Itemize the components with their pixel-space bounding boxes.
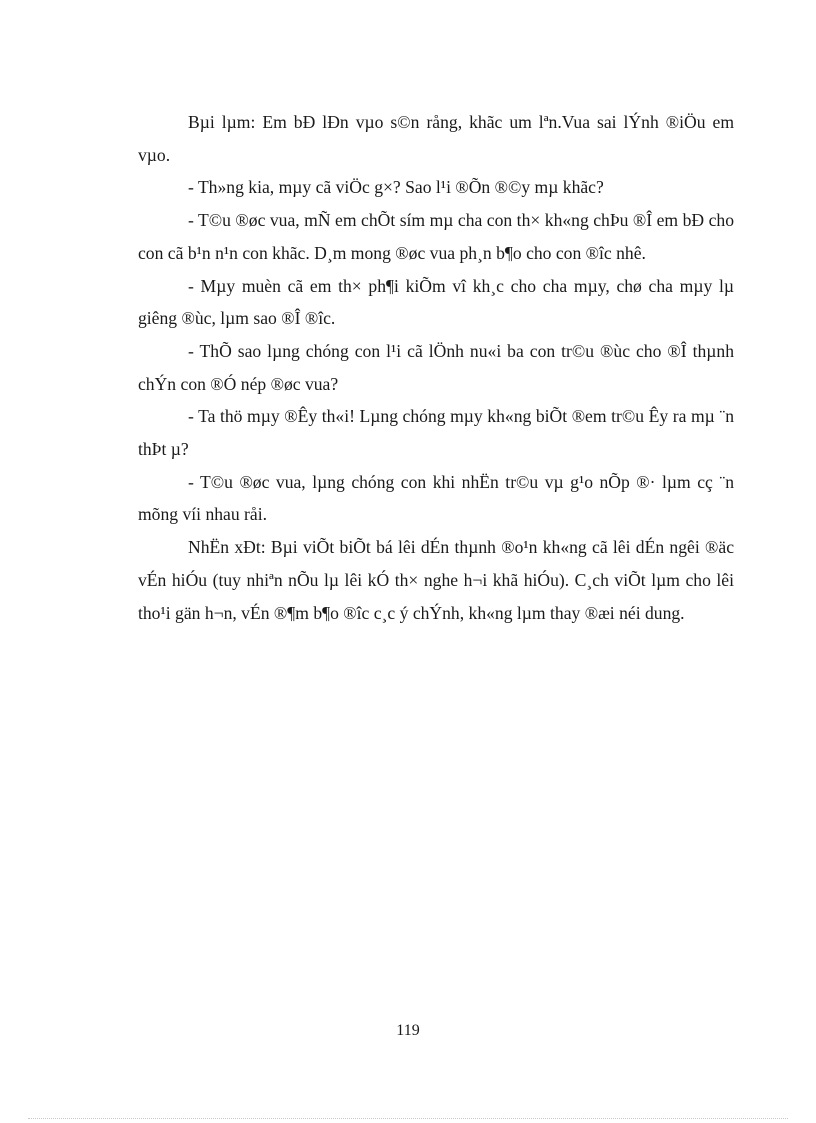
paragraph-6: - Ta thö mµy ®Êy th«i! Lµng chóng mµy kh«ng biÕt ®em tr©u Êy ra mµ ¨n thÞt µ?	[138, 406, 734, 460]
paragraph-3: - T©u ®øc vua, mÑ em chÕt sím mµ cha con th× kh«ng chÞu ®Î em bÐ cho con cã b¹n n¹n con khãc. D¸m mong ®øc vua ph¸n b¶o cho con ®îc nhê.	[138, 210, 734, 263]
paragraph-4: - Mµy muèn cã em th× ph¶i kiÕm vî kh¸c cho cha mµy, chø cha mµy lµ giêng ®ùc, lµm sao ®Î ®îc.	[138, 275, 734, 329]
paragraph-8: NhËn xÐt: Bµi viÕt biÕt bá lêi dÉn thµnh ®o¹n kh«ng cã lêi dÉn ngêi ®äc vÉn hiÓu (tuy nhiªn nÕu lµ lêi kÓ th× nghe h¬i khã hiÓu). C¸ch viÕt lµm cho lêi tho¹i gän h¬n, vÉn ®¶m b¶o ®îc c¸c ý chÝnh, kh«ng lµm thay ®æi néi dung.	[138, 537, 734, 623]
paragraph-5: - ThÕ sao lµng chóng con l¹i cã lÖnh nu«i ba con tr©u ®ùc cho ®Î thµnh chÝn con ®Ó nép ®øc vua?	[138, 340, 734, 394]
paragraph-1: Bµi lµm: Em bÐ lÐn vµo s©n rång, khãc um lªn.Vua sai lÝnh ®iÖu em vµo.	[138, 112, 734, 165]
page-bottom-divider	[28, 1118, 788, 1119]
paragraph-2: - Th»ng kia, mµy cã viÖc g×? Sao l¹i ®Õn ®©y mµ khãc?	[188, 177, 604, 198]
page-number: 119	[396, 1022, 420, 1039]
paragraph-7: - T©u ®øc vua, lµng chóng con khi nhËn tr©u vµ g¹o nÕp ®· lµm cç ¨n mõng víi nhau råi.	[138, 471, 734, 525]
body-text	[138, 106, 734, 629]
